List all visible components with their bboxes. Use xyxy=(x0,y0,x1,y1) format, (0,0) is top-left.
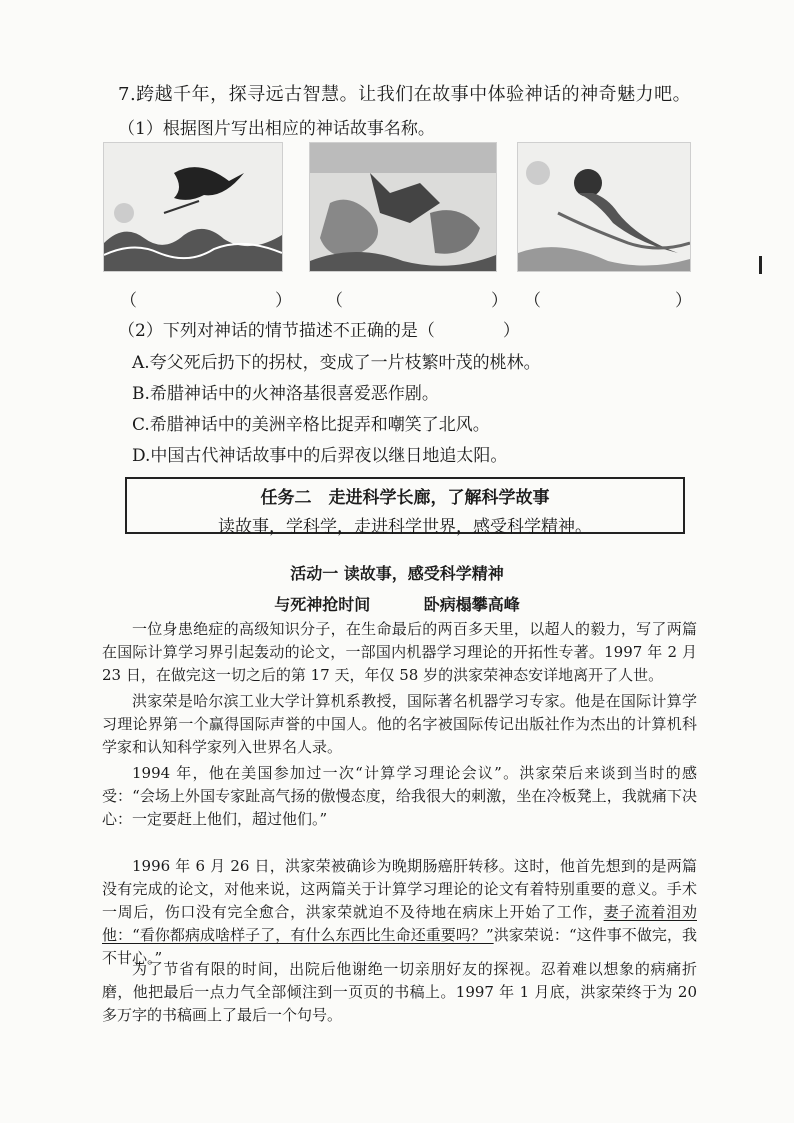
answer-blank-2[interactable]: （ ） xyxy=(326,291,508,311)
story-title-right: 卧病榻攀高峰 xyxy=(423,595,520,614)
paragraph-3: 1994 年，他在美国参加过一次“计算学习理论会议”。洪家荣后来谈到当时的感受：“会场上外国专家趾高气扬的傲慢态度，给我很大的刺激，坐在冷板凳上，我就痛下决心：一定要赶上他们，超过他们。” xyxy=(102,764,697,828)
task-box xyxy=(125,477,685,537)
paragraph-1: 一位身患绝症的高级知识分子，在生命最后的两百多天里，以超人的毅力，写了两篇在国际计算学习界引起轰动的论文，一部国内机器学习理论的开拓性专著。1997 年 2 月 23 日，在做完这一切之后的第 17 天，年仅 58 岁的洪家荣神态安详地离开了人世。 xyxy=(102,620,697,684)
myth-image-bird xyxy=(103,142,283,272)
margin-mark xyxy=(759,256,762,274)
answer-blank-1[interactable]: （ ） xyxy=(120,291,292,311)
option-b: B.希腊神话中的火神洛基很喜爱恶作剧。 xyxy=(132,384,439,404)
answer-blank-3[interactable]: （ ） xyxy=(524,291,692,311)
question-title: 7.跨越千年，探寻远古智慧。让我们在故事中体验神话的神奇魅力吧。 xyxy=(118,84,692,105)
option-a: A.夸父死后扔下的拐杖，变成了一片枝繁叶茂的桃林。 xyxy=(132,353,541,373)
paragraph-2: 洪家荣是哈尔滨工业大学计算机系教授，国际著名机器学习专家。他是在国际计算学习理论界第一个赢得国际声誉的中国人。他的名字被国际传记出版社作为杰出的计算机科学家和认知科学家列入世界名人录。 xyxy=(102,692,697,756)
paragraph-4-end: 洪家荣说：“这件事不做完，我不甘心。” xyxy=(102,926,698,967)
paragraph-5: 为了节省有限的时间，出院后他谢绝一切亲朋好友的探视。忍着难以想象的病痛折磨，他把最后一点力气全部倾注到一页页的书稿上。1997 年 1 月底，洪家荣终于为 20 多万字的书稿画上了最后一个句号。 xyxy=(102,960,697,1024)
paragraph-4-start: 1996 年 6 月 26 日，洪家荣被确诊为晚期肠癌肝转移。这时，他首先想到的是两篇没有完成的论文，对他来说，这两篇关于计算学习理论的论文有着特别重要的意义。手术一周后，伤口没有完全愈合，洪家荣就迫不及待地在病床上开始了工作， xyxy=(102,857,697,921)
paragraph-4 xyxy=(102,855,697,970)
activity-title: 活动一 读故事，感受科学精神 xyxy=(290,564,504,583)
option-c: C.希腊神话中的美洲辛格比捉弄和嘲笑了北风。 xyxy=(132,415,490,435)
question-part-1: （1）根据图片写出相应的神话故事名称。 xyxy=(118,119,435,139)
task-subtitle: 读故事，学科学，走进科学世界，感受科学精神。 xyxy=(218,517,592,537)
question-part-2: （2）下列对神话的情节描述不正确的是（ ） xyxy=(118,321,520,341)
task-title: 任务二 走进科学长廊，了解科学故事 xyxy=(260,488,550,508)
myth-image-flying-goddess xyxy=(517,142,691,272)
story-title-left: 与死神抢时间 xyxy=(274,595,371,614)
underlined-sentence: 妻子流着泪劝他：“看你都病成啥样子了，有什么东西比生命还重要吗？” xyxy=(102,903,697,944)
myth-image-flood xyxy=(309,142,497,272)
story-title xyxy=(0,592,794,615)
option-d: D.中国古代神话故事中的后羿夜以继日地追太阳。 xyxy=(132,446,508,466)
